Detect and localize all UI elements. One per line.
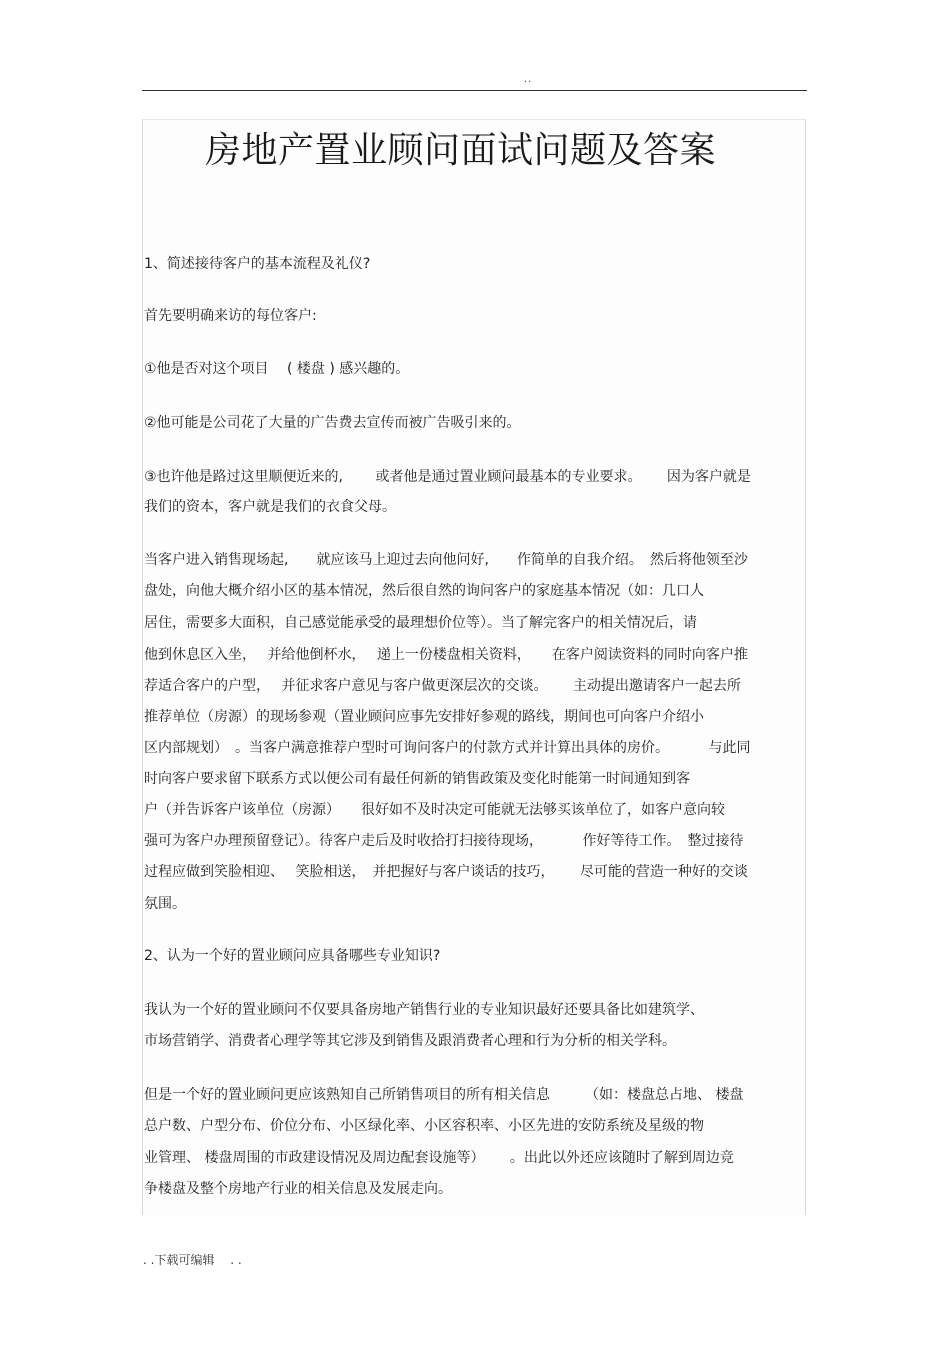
paragraph-line: 争楼盘及整个房地产行业的相关信息及发展走向。 (144, 1181, 452, 1197)
paragraph-line: 当客户进入销售现场起, 就应该马上迎过去向他问好, 作简单的自我介绍。 然后将他领至沙 (144, 552, 748, 568)
paragraph-line: ①他是否对这个项目 ( 楼盘 ) 感兴趣的。 (144, 361, 410, 377)
paragraph-line: 市场营销学、消费者心理学等其它涉及到销售及跟消费者心理和行为分析的相关学科。 (144, 1033, 676, 1049)
header-mark: .. (524, 74, 533, 85)
paragraph-line: 强可为客户办理预留登记）。待客户走后及时收拾打扫接待现场， 作好等待工作。 整过接待 (144, 833, 744, 849)
paragraph-line: 区内部规划） 。当客户满意推荐户型时可询问客户的付款方式并计算出具体的房价。 与此同 (144, 740, 751, 756)
paragraph-line: ②他可能是公司花了大量的广告费去宣传而被广告吸引来的。 (144, 415, 521, 431)
paragraph-line: 氛围。 (144, 896, 186, 912)
paragraph-line: ③也许他是路过这里顺便近来的, 或者他是通过置业顾问最基本的专业要求。 因为客户就是 (144, 469, 751, 485)
paragraph-line: 推荐单位（房源）的现场参观（置业顾问应事先安排好参观的路线，期间也可向客户介绍小 (144, 709, 704, 725)
paragraph-line: 盘处，向他大概介绍小区的基本情况，然后很自然的询问客户的家庭基本情况（如：几口人 (144, 583, 704, 599)
document-title: 房地产置业顾问面试问题及答案 (205, 130, 717, 171)
paragraph-line: 户（并告诉客户该单位（房源） 很好如不及时决定可能就无法够买该单位了，如客户意向较 (144, 802, 725, 818)
paragraph-line: 我们的资本，客户就是我们的衣食父母。 (144, 499, 396, 515)
paragraph-line: 我认为一个好的置业顾问不仅要具备房地产销售行业的专业知识最好还要具备比如建筑学、 (144, 1002, 704, 1018)
paragraph-line: 时向客户要求留下联系方式以便公司有最任何新的销售政策及变化时能第一时间通知到客 (144, 771, 690, 787)
paragraph-line: 他到休息区入坐， 并给他倒杯水， 递上一份楼盘相关资料， 在客户阅读资料的同时向客户推 (144, 647, 748, 663)
paragraph-line: 但是一个好的置业顾问更应该熟知自己所销售项目的所有相关信息 （如：楼盘总占地、 楼盘 (144, 1087, 744, 1103)
paragraph-line: 荐适合客户的户型， 并征求客户意见与客户做更深层次的交谈。 主动提出邀请客户一起去所 (144, 678, 741, 694)
paragraph-line: 业管理、 楼盘周围的市政建设情况及周边配套设施等） 。出此以外还应该随时了解到周边竞 (144, 1150, 734, 1166)
header-rule (142, 90, 807, 91)
paragraph-line: 过程应做到笑脸相迎、 笑脸相送， 并把握好与客户谈话的技巧， 尽可能的营造一种好的交谈 (144, 864, 748, 880)
paragraph-line: 首先要明确来访的每位客户: (144, 308, 317, 324)
question-2: 2、认为一个好的置业顾问应具备哪些专业知识? (144, 948, 441, 964)
question-1: 1、简述接待客户的基本流程及礼仪? (144, 256, 371, 272)
paragraph-line: 总户数、户型分布、价位分布、小区绿化率、小区容积率、小区先进的安防系统及星级的物 (144, 1118, 704, 1134)
footer-text: . .下载可编辑 . . (143, 1253, 242, 1267)
paragraph-line: 居住，需要多大面积，自己感觉能承受的最理想价位等）。当了解完客户的相关情况后，请 (144, 615, 697, 631)
